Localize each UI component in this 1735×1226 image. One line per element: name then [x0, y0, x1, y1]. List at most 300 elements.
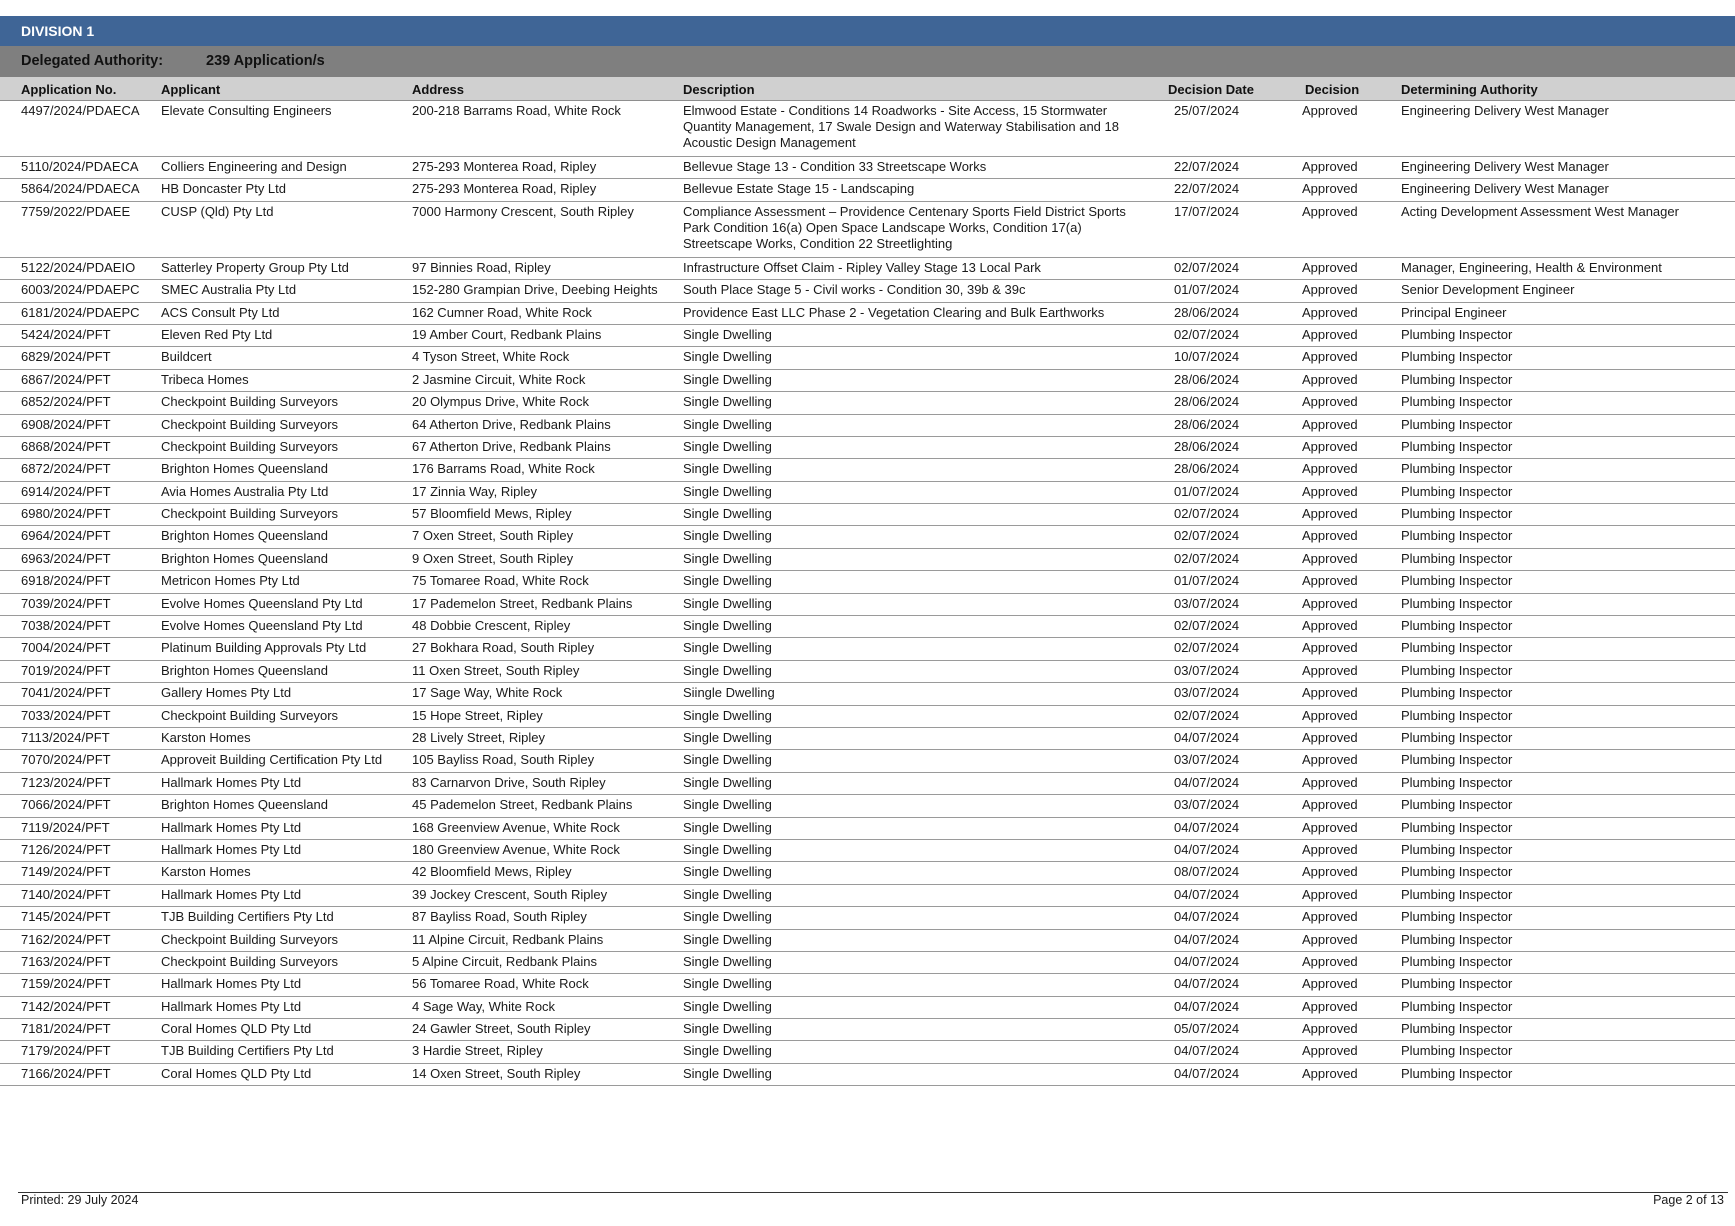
- row-description: Single Dwelling: [683, 371, 772, 387]
- row-authority: Plumbing Inspector: [1401, 909, 1513, 925]
- row-decision: Approved: [1302, 326, 1358, 342]
- row-description: Single Dwelling: [683, 528, 772, 544]
- row-app-no: 7142/2024/PFT: [21, 998, 111, 1014]
- table-row: [0, 179, 1735, 201]
- row-description: Single Dwelling: [683, 438, 772, 454]
- table-row: [0, 482, 1735, 504]
- row-applicant: CUSP (Qld) Pty Ltd: [161, 203, 274, 219]
- row-app-no: 6852/2024/PFT: [21, 394, 111, 410]
- table-row: [0, 549, 1735, 571]
- row-decision: Approved: [1302, 371, 1358, 387]
- row-authority: Plumbing Inspector: [1401, 461, 1513, 477]
- row-decision-date: 04/07/2024: [1174, 998, 1240, 1014]
- row-authority: Plumbing Inspector: [1401, 707, 1513, 723]
- row-app-no: 7163/2024/PFT: [21, 953, 111, 969]
- row-authority: Principal Engineer: [1401, 304, 1507, 320]
- table-row: [0, 706, 1735, 728]
- row-decision-date: 28/06/2024: [1174, 461, 1240, 477]
- row-applicant: Checkpoint Building Surveyors: [161, 416, 339, 432]
- row-description: Single Dwelling: [683, 841, 772, 857]
- row-applicant: Brighton Homes Queensland: [161, 662, 328, 678]
- row-decision: Approved: [1302, 640, 1358, 656]
- column-header-description: Description: [683, 82, 755, 97]
- row-decision: Approved: [1302, 1043, 1358, 1059]
- row-authority: Plumbing Inspector: [1401, 1065, 1513, 1081]
- row-decision: Approved: [1302, 797, 1358, 813]
- row-decision: Approved: [1302, 438, 1358, 454]
- row-decision-date: 04/07/2024: [1174, 909, 1240, 925]
- table-row: [0, 1041, 1735, 1063]
- table-row: [0, 437, 1735, 459]
- row-app-no: 7039/2024/PFT: [21, 595, 111, 611]
- row-applicant: Hallmark Homes Pty Ltd: [161, 819, 302, 835]
- table-row: [0, 795, 1735, 817]
- table-row: [0, 1064, 1735, 1086]
- row-authority: Plumbing Inspector: [1401, 685, 1513, 701]
- row-decision-date: 17/07/2024: [1174, 203, 1240, 219]
- row-decision: Approved: [1302, 595, 1358, 611]
- row-applicant: Hallmark Homes Pty Ltd: [161, 998, 302, 1014]
- row-app-no: 6908/2024/PFT: [21, 416, 111, 432]
- row-authority: Plumbing Inspector: [1401, 618, 1513, 634]
- row-authority: Plumbing Inspector: [1401, 394, 1513, 410]
- row-address: 7 Oxen Street, South Ripley: [412, 528, 574, 544]
- row-decision: Approved: [1302, 304, 1358, 320]
- row-app-no: 6872/2024/PFT: [21, 461, 111, 477]
- table-row: [0, 325, 1735, 347]
- row-decision: Approved: [1302, 259, 1358, 275]
- row-decision-date: 03/07/2024: [1174, 685, 1240, 701]
- row-decision-date: 28/06/2024: [1174, 304, 1240, 320]
- row-address: 11 Oxen Street, South Ripley: [412, 662, 580, 678]
- row-decision-date: 04/07/2024: [1174, 931, 1240, 947]
- row-applicant: Gallery Homes Pty Ltd: [161, 685, 292, 701]
- row-decision: Approved: [1302, 1065, 1358, 1081]
- row-decision: Approved: [1302, 662, 1358, 678]
- row-app-no: 5424/2024/PFT: [21, 326, 111, 342]
- row-app-no: 7123/2024/PFT: [21, 774, 111, 790]
- row-address: 57 Bloomfield Mews, Ripley: [412, 506, 572, 522]
- row-app-no: 6980/2024/PFT: [21, 506, 111, 522]
- row-address: 7000 Harmony Crescent, South Ripley: [412, 203, 634, 219]
- row-applicant: Satterley Property Group Pty Ltd: [161, 259, 349, 275]
- row-applicant: Evolve Homes Queensland Pty Ltd: [161, 595, 363, 611]
- row-authority: Plumbing Inspector: [1401, 438, 1513, 454]
- table-row: [0, 571, 1735, 593]
- row-authority: Plumbing Inspector: [1401, 573, 1513, 589]
- row-app-no: 6829/2024/PFT: [21, 349, 111, 365]
- row-applicant: ACS Consult Pty Ltd: [161, 304, 280, 320]
- row-address: 48 Dobbie Crescent, Ripley: [412, 618, 571, 634]
- column-header-applicant: Applicant: [161, 82, 221, 97]
- row-authority: Plumbing Inspector: [1401, 953, 1513, 969]
- row-authority: Plumbing Inspector: [1401, 931, 1513, 947]
- row-authority: Plumbing Inspector: [1401, 349, 1513, 365]
- table-row: [0, 504, 1735, 526]
- row-decision-date: 04/07/2024: [1174, 1065, 1240, 1081]
- row-applicant: Eleven Red Pty Ltd: [161, 326, 273, 342]
- row-app-no: 6963/2024/PFT: [21, 550, 111, 566]
- table-header: [0, 77, 1735, 101]
- row-decision: Approved: [1302, 103, 1358, 118]
- row-app-no: 7181/2024/PFT: [21, 1021, 111, 1037]
- row-authority: Plumbing Inspector: [1401, 528, 1513, 544]
- row-decision-date: 28/06/2024: [1174, 394, 1240, 410]
- row-authority: Plumbing Inspector: [1401, 326, 1513, 342]
- row-decision: Approved: [1302, 506, 1358, 522]
- row-app-no: 5864/2024/PDAECA: [21, 181, 140, 197]
- column-header-decision-date: Decision Date: [1168, 82, 1254, 97]
- table-row: [0, 773, 1735, 795]
- table-row: [0, 930, 1735, 952]
- row-app-no: 6918/2024/PFT: [21, 573, 111, 589]
- row-decision: Approved: [1302, 819, 1358, 835]
- row-applicant: Avia Homes Australia Pty Ltd: [161, 483, 329, 499]
- row-applicant: Karston Homes: [161, 864, 251, 880]
- row-app-no: 7162/2024/PFT: [21, 931, 111, 947]
- row-decision: Approved: [1302, 349, 1358, 365]
- row-decision-date: 28/06/2024: [1174, 371, 1240, 387]
- row-address: 152-280 Grampian Drive, Deebing Heights: [412, 282, 658, 298]
- row-decision: Approved: [1302, 909, 1358, 925]
- row-applicant: Checkpoint Building Surveyors: [161, 506, 339, 522]
- row-app-no: 4497/2024/PDAECA: [21, 103, 140, 118]
- row-address: 17 Sage Way, White Rock: [412, 685, 563, 701]
- table-row: [0, 258, 1735, 280]
- row-decision-date: 02/07/2024: [1174, 640, 1240, 656]
- row-decision-date: 04/07/2024: [1174, 819, 1240, 835]
- column-header-app-no: Application No.: [21, 82, 117, 97]
- row-decision-date: 28/06/2024: [1174, 416, 1240, 432]
- row-address: 17 Zinnia Way, Ripley: [412, 483, 537, 499]
- row-authority: Plumbing Inspector: [1401, 864, 1513, 880]
- row-applicant: Platinum Building Approvals Pty Ltd: [161, 640, 367, 656]
- row-authority: Acting Development Assessment West Manager: [1401, 203, 1679, 219]
- row-applicant: Hallmark Homes Pty Ltd: [161, 886, 302, 902]
- row-app-no: 7033/2024/PFT: [21, 707, 111, 723]
- row-app-no: 7145/2024/PFT: [21, 909, 111, 925]
- row-app-no: 7179/2024/PFT: [21, 1043, 111, 1059]
- row-address: 56 Tomaree Road, White Rock: [412, 976, 589, 992]
- row-decision: Approved: [1302, 181, 1358, 197]
- row-app-no: 5122/2024/PDAEIO: [21, 259, 136, 275]
- row-decision-date: 02/07/2024: [1174, 506, 1240, 522]
- row-address: 11 Alpine Circuit, Redbank Plains: [412, 931, 604, 947]
- table-row: [0, 862, 1735, 884]
- row-decision-date: 03/07/2024: [1174, 752, 1240, 768]
- table-row: [0, 683, 1735, 705]
- row-decision: Approved: [1302, 864, 1358, 880]
- table-row: [0, 661, 1735, 683]
- row-address: 42 Bloomfield Mews, Ripley: [412, 864, 572, 880]
- delegated-authority-bar: [0, 46, 1735, 77]
- row-address: 15 Hope Street, Ripley: [412, 707, 543, 723]
- row-decision-date: 03/07/2024: [1174, 595, 1240, 611]
- row-description: Single Dwelling: [683, 752, 772, 768]
- row-decision-date: 02/07/2024: [1174, 528, 1240, 544]
- row-description: Single Dwelling: [683, 1021, 772, 1037]
- row-decision: Approved: [1302, 998, 1358, 1014]
- row-authority: Plumbing Inspector: [1401, 550, 1513, 566]
- row-description: Single Dwelling: [683, 998, 772, 1014]
- row-description: Single Dwelling: [683, 349, 772, 365]
- row-decision-date: 04/07/2024: [1174, 841, 1240, 857]
- row-description: Single Dwelling: [683, 976, 772, 992]
- table-row: [0, 347, 1735, 369]
- row-address: 24 Gawler Street, South Ripley: [412, 1021, 591, 1037]
- row-address: 97 Binnies Road, Ripley: [412, 259, 551, 275]
- row-app-no: 6868/2024/PFT: [21, 438, 111, 454]
- row-decision-date: 04/07/2024: [1174, 976, 1240, 992]
- row-app-no: 7038/2024/PFT: [21, 618, 111, 634]
- row-decision: Approved: [1302, 953, 1358, 969]
- row-applicant: Hallmark Homes Pty Ltd: [161, 841, 302, 857]
- row-authority: Manager, Engineering, Health & Environment: [1401, 259, 1662, 275]
- row-decision: Approved: [1302, 416, 1358, 432]
- footer-divider: [18, 1192, 1728, 1193]
- column-header-decision: Decision: [1305, 82, 1360, 97]
- row-app-no: 7066/2024/PFT: [21, 797, 111, 813]
- row-applicant: Colliers Engineering and Design: [161, 159, 347, 174]
- row-description: Single Dwelling: [683, 416, 772, 432]
- row-decision-date: 03/07/2024: [1174, 797, 1240, 813]
- row-decision: Approved: [1302, 729, 1358, 745]
- row-app-no: 6867/2024/PFT: [21, 371, 111, 387]
- row-address: 200-218 Barrams Road, White Rock: [412, 103, 621, 118]
- row-app-no: 7759/2022/PDAEE: [21, 203, 131, 219]
- row-description: Single Dwelling: [683, 707, 772, 723]
- row-description: Single Dwelling: [683, 595, 772, 611]
- row-applicant: HB Doncaster Pty Ltd: [161, 181, 286, 197]
- row-authority: Plumbing Inspector: [1401, 506, 1513, 522]
- table-row: [0, 202, 1735, 258]
- row-app-no: 6914/2024/PFT: [21, 483, 111, 499]
- row-description: Single Dwelling: [683, 618, 772, 634]
- row-address: 4 Tyson Street, White Rock: [412, 349, 570, 365]
- table-row: [0, 526, 1735, 548]
- column-header-address: Address: [412, 82, 465, 97]
- table-row: [0, 997, 1735, 1019]
- table-row: [0, 280, 1735, 302]
- row-decision-date: 22/07/2024: [1174, 181, 1240, 197]
- row-decision-date: 02/07/2024: [1174, 326, 1240, 342]
- row-decision-date: 01/07/2024: [1174, 573, 1240, 589]
- row-description: Siingle Dwelling: [683, 685, 775, 701]
- row-address: 17 Pademelon Street, Redbank Plains: [412, 595, 633, 611]
- row-authority: Plumbing Inspector: [1401, 841, 1513, 857]
- row-description: Single Dwelling: [683, 864, 772, 880]
- row-decision: Approved: [1302, 931, 1358, 947]
- row-applicant: Brighton Homes Queensland: [161, 550, 328, 566]
- row-description: South Place Stage 5 - Civil works - Condition 30, 39b & 39c: [683, 282, 1026, 298]
- row-app-no: 7004/2024/PFT: [21, 640, 111, 656]
- row-app-no: 7149/2024/PFT: [21, 864, 111, 880]
- row-app-no: 7041/2024/PFT: [21, 685, 111, 701]
- row-decision-date: 10/07/2024: [1174, 349, 1240, 365]
- row-authority: Engineering Delivery West Manager: [1401, 181, 1609, 197]
- row-address: 67 Atherton Drive, Redbank Plains: [412, 438, 611, 454]
- row-address: 28 Lively Street, Ripley: [412, 729, 545, 745]
- row-applicant: Checkpoint Building Surveyors: [161, 931, 339, 947]
- table-row: [0, 885, 1735, 907]
- row-address: 64 Atherton Drive, Redbank Plains: [412, 416, 611, 432]
- row-authority: Plumbing Inspector: [1401, 998, 1513, 1014]
- row-description: Single Dwelling: [683, 953, 772, 969]
- row-authority: Plumbing Inspector: [1401, 1043, 1513, 1059]
- row-authority: Plumbing Inspector: [1401, 819, 1513, 835]
- row-description: Single Dwelling: [683, 729, 772, 745]
- row-address: 180 Greenview Avenue, White Rock: [412, 841, 620, 857]
- row-decision-date: 04/07/2024: [1174, 729, 1240, 745]
- row-description: Single Dwelling: [683, 506, 772, 522]
- row-decision-date: 01/07/2024: [1174, 282, 1240, 298]
- row-app-no: 6003/2024/PDAEPC: [21, 282, 140, 298]
- row-applicant: TJB Building Certifiers Pty Ltd: [161, 1043, 334, 1059]
- table-row: [0, 392, 1735, 414]
- row-address: 176 Barrams Road, White Rock: [412, 461, 595, 477]
- row-address: 162 Cumner Road, White Rock: [412, 304, 592, 320]
- table-row: [0, 370, 1735, 392]
- row-description: Infrastructure Offset Claim - Ripley Valley Stage 13 Local Park: [683, 259, 1041, 275]
- row-authority: Plumbing Inspector: [1401, 483, 1513, 499]
- row-description: Single Dwelling: [683, 326, 772, 342]
- row-app-no: 7159/2024/PFT: [21, 976, 111, 992]
- row-decision: Approved: [1302, 685, 1358, 701]
- row-description: Elmwood Estate - Conditions 14 Roadworks - Site Access, 15 Stormwater Quantity Management, 17 Swale Design and Waterway Stabilisation and 18 Acoustic Design Management: [683, 103, 1119, 150]
- row-applicant: Hallmark Homes Pty Ltd: [161, 774, 302, 790]
- row-decision: Approved: [1302, 483, 1358, 499]
- row-decision: Approved: [1302, 282, 1358, 298]
- row-decision: Approved: [1302, 841, 1358, 857]
- row-decision-date: 02/07/2024: [1174, 550, 1240, 566]
- printed-date: Printed: 29 July 2024: [21, 1193, 139, 1207]
- row-authority: Plumbing Inspector: [1401, 595, 1513, 611]
- row-applicant: Hallmark Homes Pty Ltd: [161, 976, 302, 992]
- row-app-no: 7070/2024/PFT: [21, 752, 111, 768]
- row-app-no: 7119/2024/PFT: [21, 819, 110, 835]
- row-app-no: 7019/2024/PFT: [21, 662, 111, 678]
- row-address: 20 Olympus Drive, White Rock: [412, 394, 589, 410]
- table-row: [0, 728, 1735, 750]
- row-applicant: Checkpoint Building Surveyors: [161, 394, 339, 410]
- row-decision-date: 04/07/2024: [1174, 886, 1240, 902]
- page-number: Page 2 of 13: [1653, 1193, 1724, 1207]
- row-decision-date: 25/07/2024: [1174, 103, 1240, 118]
- row-app-no: 5110/2024/PDAECA: [21, 159, 139, 174]
- row-authority: Plumbing Inspector: [1401, 976, 1513, 992]
- row-description: Single Dwelling: [683, 819, 772, 835]
- row-applicant: Coral Homes QLD Pty Ltd: [161, 1021, 312, 1037]
- row-address: 87 Bayliss Road, South Ripley: [412, 909, 587, 925]
- row-applicant: TJB Building Certifiers Pty Ltd: [161, 909, 334, 925]
- row-decision: Approved: [1302, 886, 1358, 902]
- table-row: [0, 840, 1735, 862]
- table-row: [0, 616, 1735, 638]
- row-address: 83 Carnarvon Drive, South Ripley: [412, 774, 606, 790]
- row-description: Compliance Assessment – Providence Centenary Sports Field District Sports Park Condition 16(a) Open Space Landscape Works, Condition 17(a) Streetscape Works, Condition 22 Streetlighting: [683, 203, 1126, 251]
- table-row: [0, 415, 1735, 437]
- row-authority: Plumbing Inspector: [1401, 729, 1513, 745]
- row-description: Single Dwelling: [683, 550, 772, 566]
- table-row: [0, 907, 1735, 929]
- row-description: Bellevue Stage 13 - Condition 33 Streetscape Works: [683, 159, 987, 174]
- row-description: Single Dwelling: [683, 394, 772, 410]
- row-address: 39 Jockey Crescent, South Ripley: [412, 886, 608, 902]
- division-title: DIVISION 1: [21, 23, 95, 39]
- row-decision-date: 04/07/2024: [1174, 953, 1240, 969]
- row-decision: Approved: [1302, 550, 1358, 566]
- table-row: [0, 750, 1735, 772]
- row-decision: Approved: [1302, 573, 1358, 589]
- row-applicant: Brighton Homes Queensland: [161, 797, 328, 813]
- delegated-label: Delegated Authority:: [21, 53, 164, 69]
- row-description: Single Dwelling: [683, 573, 772, 589]
- row-address: 9 Oxen Street, South Ripley: [412, 550, 574, 566]
- row-decision-date: 02/07/2024: [1174, 259, 1240, 275]
- row-decision-date: 04/07/2024: [1174, 774, 1240, 790]
- row-applicant: Buildcert: [161, 349, 212, 365]
- row-decision: Approved: [1302, 1021, 1358, 1037]
- row-address: 168 Greenview Avenue, White Rock: [412, 819, 620, 835]
- row-address: 105 Bayliss Road, South Ripley: [412, 752, 595, 768]
- row-description: Single Dwelling: [683, 886, 772, 902]
- row-description: Single Dwelling: [683, 461, 772, 477]
- row-authority: Plumbing Inspector: [1401, 1021, 1513, 1037]
- row-applicant: Karston Homes: [161, 729, 251, 745]
- row-app-no: 6964/2024/PFT: [21, 528, 111, 544]
- row-decision: Approved: [1302, 707, 1358, 723]
- row-app-no: 6181/2024/PDAEPC: [21, 304, 140, 320]
- row-authority: Senior Development Engineer: [1401, 282, 1575, 298]
- row-address: 4 Sage Way, White Rock: [412, 998, 556, 1014]
- row-decision-date: 02/07/2024: [1174, 707, 1240, 723]
- row-authority: Plumbing Inspector: [1401, 774, 1513, 790]
- table-row: [0, 157, 1735, 179]
- division-header: [0, 16, 1735, 46]
- row-description: Single Dwelling: [683, 662, 772, 678]
- applications-table: [0, 101, 1735, 1086]
- row-description: Single Dwelling: [683, 909, 772, 925]
- row-description: Single Dwelling: [683, 1065, 772, 1081]
- row-address: 3 Hardie Street, Ripley: [412, 1043, 543, 1059]
- row-applicant: Evolve Homes Queensland Pty Ltd: [161, 618, 363, 634]
- row-address: 275-293 Monterea Road, Ripley: [412, 181, 597, 197]
- row-authority: Plumbing Inspector: [1401, 371, 1513, 387]
- table-row: [0, 101, 1735, 157]
- row-authority: Plumbing Inspector: [1401, 662, 1513, 678]
- row-authority: Engineering Delivery West Manager: [1401, 159, 1609, 174]
- table-row: [0, 459, 1735, 481]
- row-app-no: 7126/2024/PFT: [21, 841, 111, 857]
- row-decision-date: 03/07/2024: [1174, 662, 1240, 678]
- row-decision: Approved: [1302, 752, 1358, 768]
- row-address: 275-293 Monterea Road, Ripley: [412, 159, 597, 174]
- row-decision-date: 22/07/2024: [1174, 159, 1240, 174]
- row-decision: Approved: [1302, 618, 1358, 634]
- row-description: Single Dwelling: [683, 797, 772, 813]
- row-address: 2 Jasmine Circuit, White Rock: [412, 371, 586, 387]
- row-app-no: 7166/2024/PFT: [21, 1065, 111, 1081]
- row-authority: Engineering Delivery West Manager: [1401, 103, 1609, 118]
- table-row: [0, 594, 1735, 616]
- row-authority: Plumbing Inspector: [1401, 640, 1513, 656]
- row-address: 14 Oxen Street, South Ripley: [412, 1065, 581, 1081]
- row-applicant: Coral Homes QLD Pty Ltd: [161, 1065, 312, 1081]
- row-decision: Approved: [1302, 528, 1358, 544]
- row-applicant: Checkpoint Building Surveyors: [161, 953, 339, 969]
- column-header-authority: Determining Authority: [1401, 82, 1538, 97]
- row-decision: Approved: [1302, 394, 1358, 410]
